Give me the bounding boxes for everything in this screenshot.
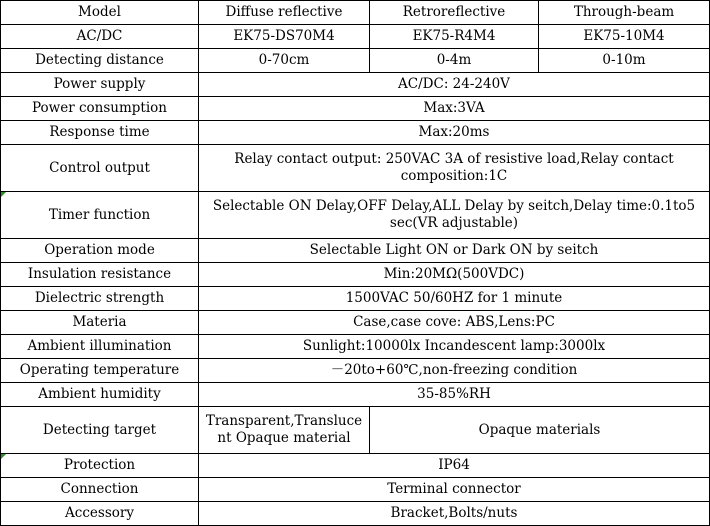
connection-value: Terminal connector — [199, 478, 710, 502]
table-row — [1, 502, 710, 526]
protection-cell — [1, 454, 199, 478]
table-row — [1, 1, 710, 25]
table-row — [1, 121, 710, 145]
acdc-label: AC/DC — [1, 25, 199, 49]
operation-mode-value: Selectable Light ON or Dark ON by seitch — [199, 239, 710, 263]
dielectric-strength-value: 1500VAC 50/60HZ for 1 minute — [199, 287, 710, 311]
ambient-humidity-label: Ambient humidity — [1, 383, 199, 407]
table-row — [1, 25, 710, 49]
distance-diffuse: 0-70cm — [199, 49, 370, 73]
table-row — [1, 192, 710, 239]
materia-value: Case,case cove: ABS,Lens:PC — [199, 311, 710, 335]
response-time-label: Response time — [1, 121, 199, 145]
table-row — [1, 145, 710, 192]
table-row — [1, 311, 710, 335]
table-row — [1, 287, 710, 311]
detecting-distance-label: Detecting distance — [1, 49, 199, 73]
table-row — [1, 49, 710, 73]
type-diffuse-reflective: Diffuse reflective — [199, 1, 370, 25]
response-time-value: Max:20ms — [199, 121, 710, 145]
operating-temperature-label: Operating temperature — [1, 359, 199, 383]
accessory-value: Bracket,Bolts/nuts — [199, 502, 710, 526]
timer-function-cell — [1, 192, 199, 239]
connection-label: Connection — [1, 478, 199, 502]
table-row — [1, 263, 710, 287]
power-supply-label: Power supply — [1, 73, 199, 97]
power-consumption-value: Max:3VA — [199, 97, 710, 121]
detecting-target-label: Detecting target — [1, 407, 199, 454]
model-retro: EK75-R4M4 — [370, 25, 539, 49]
protection-value: IP64 — [199, 454, 710, 478]
power-consumption-label: Power consumption — [1, 97, 199, 121]
table-row — [1, 359, 710, 383]
corner-tick-mark — [1, 192, 6, 197]
model-through: EK75-10M4 — [539, 25, 710, 49]
control-output-value: Relay contact output: 250VAC 3A of resistive load,Relay contact composition:1C — [199, 145, 710, 192]
protection-label: Protection — [63, 457, 136, 473]
table-row — [1, 239, 710, 263]
timer-function-label: Timer function — [48, 206, 151, 223]
insulation-resistance-value: Min:20MΩ(500VDC) — [199, 263, 710, 287]
insulation-resistance-label: Insulation resistance — [1, 263, 199, 287]
table-row — [1, 97, 710, 121]
model-label: Model — [1, 1, 199, 25]
model-diffuse: EK75-DS70M4 — [199, 25, 370, 49]
operating-temperature-value: －20to+60℃,non-freezing condition — [199, 359, 710, 383]
table-row — [1, 454, 710, 478]
detecting-target-diffuse: Transparent,Translucent Opaque material — [199, 407, 370, 454]
type-through-beam: Through-beam — [539, 1, 710, 25]
power-supply-value: AC/DC: 24-240V — [199, 73, 710, 97]
table-row — [1, 335, 710, 359]
table-row — [1, 407, 710, 454]
ambient-illumination-label: Ambient illumination — [1, 335, 199, 359]
control-output-label: Control output — [1, 145, 199, 192]
distance-retro: 0-4m — [370, 49, 539, 73]
corner-tick-mark — [1, 454, 6, 459]
ambient-humidity-value: 35-85%RH — [199, 383, 710, 407]
table-row — [1, 478, 710, 502]
detecting-target-other: Opaque materials — [370, 407, 710, 454]
table-row — [1, 73, 710, 97]
dielectric-strength-label: Dielectric strength — [1, 287, 199, 311]
ambient-illumination-value: Sunlight:10000lx Incandescent lamp:3000lx — [199, 335, 710, 359]
table-row — [1, 383, 710, 407]
accessory-label: Accessory — [1, 502, 199, 526]
materia-label: Materia — [1, 311, 199, 335]
type-retroreflective: Retroreflective — [370, 1, 539, 25]
operation-mode-label: Operation mode — [1, 239, 199, 263]
distance-through: 0-10m — [539, 49, 710, 73]
timer-function-value: Selectable ON Delay,OFF Delay,ALL Delay by seitch,Delay time:0.1to5 sec(VR adjustable) — [199, 192, 710, 239]
